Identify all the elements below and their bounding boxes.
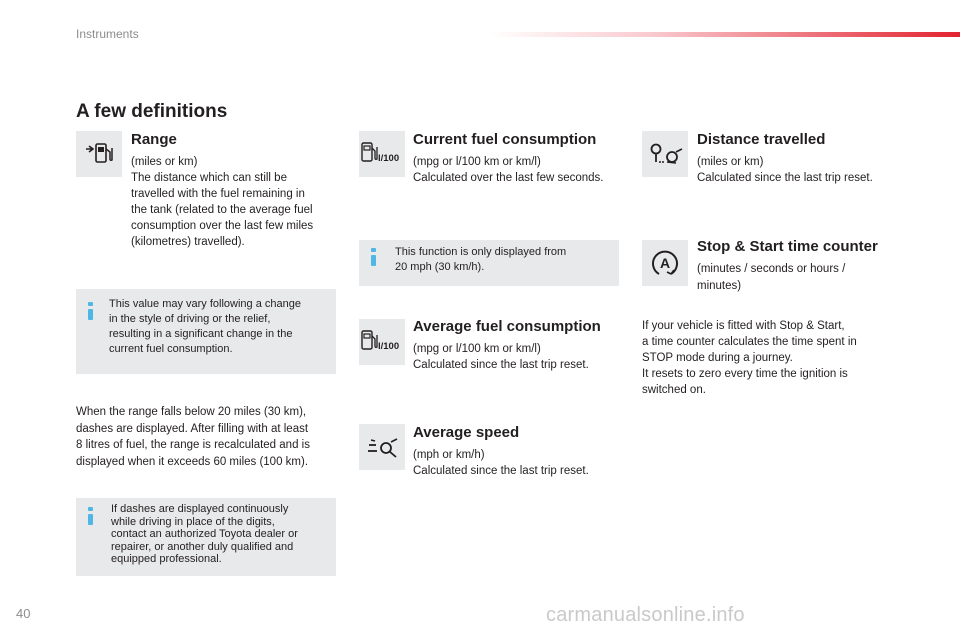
stop-start-description: (minutes / seconds or hours / minutes) — [697, 263, 846, 292]
info-icon — [371, 248, 376, 252]
svg-text:l/100: l/100 — [378, 341, 400, 352]
stop-start-icon-box — [642, 240, 688, 286]
watermark: carmanualsonline.info — [546, 604, 745, 626]
stop-start-title: Stop & Start time counter — [697, 238, 878, 255]
range-title: Range — [131, 131, 177, 148]
average-consumption-description: (mpg or l/100 km or km/l) Calculated since the last trip reset. — [413, 343, 589, 371]
current-consumption-icon-box — [359, 131, 405, 177]
svg-text:A: A — [659, 255, 671, 271]
range-icon-box — [76, 131, 122, 177]
stop-start-detail: If your vehicle is fitted with Stop & Start, a time counter calculates the time spent in STOP mode during a journey. It resets to zero every time the ignition is switched on. — [642, 320, 857, 396]
range-info-note — [76, 289, 336, 374]
range-dashes-text: When the range falls below 20 miles (30 km), dashes are displayed. After filling with at least 8 litres of fuel, the range is recalculated and is displayed when it exceeds 60 miles (100 km). — [76, 406, 310, 468]
current-consumption-description: (mpg or l/100 km or km/l) Calculated over the last few seconds. — [413, 156, 604, 184]
page-title: A few definitions — [76, 101, 228, 122]
range-description: (miles or km) The distance which can still be travelled with the fuel remaining in the tank (related to the average fuel consumption over the last few miles (kilometres) travelled). — [131, 156, 314, 248]
header-accent-line — [488, 32, 960, 37]
fuel-pump-range-icon — [80, 139, 118, 169]
section-label: Instruments — [76, 27, 139, 41]
current-consumption-title: Current fuel consumption — [413, 131, 597, 148]
average-consumption-icon-box — [359, 319, 405, 365]
distance-icon-box — [642, 131, 688, 177]
dashes-info-note — [76, 498, 336, 576]
fuel-pump-consumption-icon — [359, 327, 405, 357]
average-speed-title: Average speed — [413, 424, 520, 441]
average-speed-description: (mph or km/h) Calculated since the last trip reset. — [413, 449, 589, 477]
info-icon — [88, 302, 93, 306]
fuel-pump-consumption-icon — [359, 139, 405, 169]
range-note-text: This value may vary following a change in the style of driving or the relief, resulting in a significant change in the current fuel consumption. — [109, 298, 301, 355]
svg-text:l/100: l/100 — [378, 153, 400, 164]
stop-start-icon — [648, 246, 682, 280]
dashes-note-text: If dashes are displayed continuously while driving in place of the digits, contact an authorized Toyota dealer or repairer, or another duly qualified and equipped professional. — [111, 503, 298, 565]
page-number: 40 — [16, 606, 31, 621]
average-consumption-title: Average fuel consumption — [413, 318, 601, 335]
distance-title: Distance travelled — [697, 131, 826, 148]
average-speed-icon-box — [359, 424, 405, 470]
speed-gauge-icon — [362, 432, 402, 462]
distance-description: (miles or km) Calculated since the last trip reset. — [697, 156, 873, 184]
current-note-text: This function is only displayed from 20 mph (30 km/h). — [395, 246, 567, 273]
info-icon — [88, 507, 93, 511]
distance-gauge-icon — [645, 139, 685, 169]
current-info-note — [359, 240, 619, 286]
